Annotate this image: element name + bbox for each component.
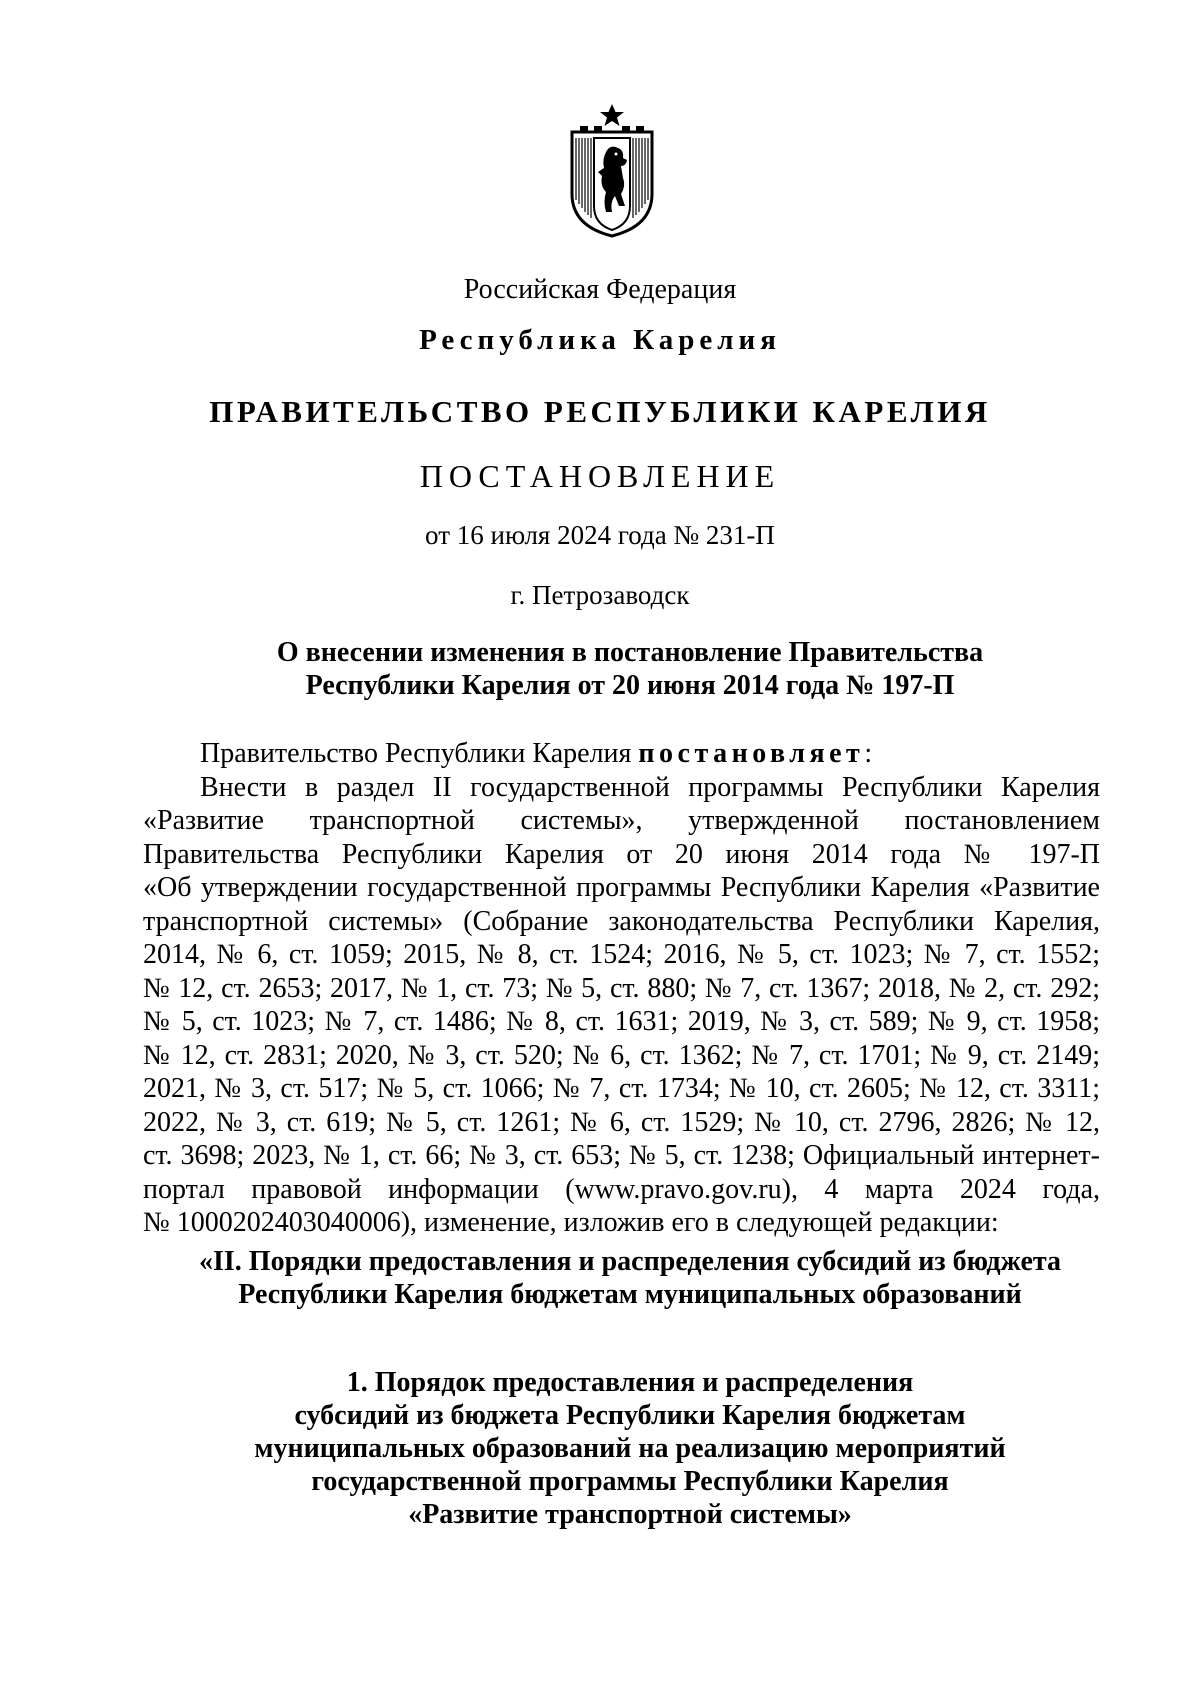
body-line: «Об утверждении государственной программы Республики Карелия «Развитие <box>143 872 1100 903</box>
body-line: № 12, ст. 2653; 2017, № 1, ст. 73; № 5, ст. 880; № 7, ст. 1367; 2018, № 2, ст. 292; <box>143 972 1100 1004</box>
preamble <box>143 737 1100 771</box>
country-name: Российская Федерация <box>463 274 737 305</box>
section-heading-line: «II. Порядки предоставления и распределения субсидий из бюджета <box>199 1246 1061 1277</box>
subsection-heading-line: 1. Порядок предоставления и распределения <box>346 1367 914 1398</box>
body-line: Правительства Республики Карелия от 20 июня 2014 года № 197-П <box>143 838 1100 870</box>
subsection-heading-line: субсидий из бюджета Республики Карелия бюджетам <box>294 1400 966 1431</box>
document-date-number: от 16 июля 2024 года № 231-П <box>425 520 775 550</box>
document-title <box>160 636 1100 702</box>
title-line: О внесении изменения в постановление Правительства <box>276 637 984 668</box>
body-line: портал правовой информации (www.pravo.gov.ru), 4 марта 2024 года, <box>143 1173 1100 1205</box>
preamble-emphasis: постановляет <box>638 738 865 769</box>
subsection-heading-line: муниципальных образований на реализацию мероприятий <box>254 1433 1006 1464</box>
preamble-lead: Правительство Республики Карелия <box>200 738 639 769</box>
body-line: 2021, № 3, ст. 517; № 5, ст. 1066; № 7, ст. 1734; № 10, ст. 2605; № 12, ст. 3311; <box>143 1073 1100 1104</box>
body-line: ст. 3698; 2023, № 1, ст. 66; № 3, ст. 653; № 5, ст. 1238; Официальный интернет- <box>143 1140 1100 1171</box>
body-line: транспортной системы» (Собрание законодательства Республики Карелия, <box>143 905 1100 937</box>
body-line: № 12, ст. 2831; 2020, № 3, ст. 520; № 6, ст. 1362; № 7, ст. 1701; № 9, ст. 2149; <box>143 1039 1100 1071</box>
subsection-heading <box>160 1366 1100 1531</box>
preamble-tail: : <box>864 738 873 769</box>
subsection-heading-line: государственной программы Республики Карелия <box>311 1466 949 1497</box>
section-heading <box>160 1245 1100 1311</box>
document-city: г. Петрозаводск <box>510 580 690 610</box>
body-line: 2014, № 6, ст. 1059; 2015, № 8, ст. 1524; 2016, № 5, ст. 1023; № 7, ст. 1552; <box>143 939 1100 970</box>
republic-name: Республика Карелия <box>419 324 781 356</box>
body-line: Внести в раздел II государственной программы Республики Карелия <box>200 771 1100 803</box>
subsection-heading-line: «Развитие транспортной системы» <box>408 1499 852 1530</box>
document-body <box>143 737 1100 1240</box>
body-line: «Развитие транспортной системы», утвержденной постановлением <box>143 805 1100 836</box>
coat-of-arms-icon <box>566 102 658 238</box>
section-heading-line: Республики Карелия бюджетам муниципальных образований <box>238 1279 1022 1310</box>
body-line: № 1000202403040006), изменение, изложив его в следующей редакции: <box>143 1207 999 1238</box>
body-line: № 5, ст. 1023; № 7, ст. 1486; № 8, ст. 1631; 2019, № 3, ст. 589; № 9, ст. 1958; <box>143 1006 1100 1037</box>
document-type: ПОСТАНОВЛЕНИЕ <box>419 458 781 494</box>
government-name: ПРАВИТЕЛЬСТВО РЕСПУБЛИКИ КАРЕЛИЯ <box>209 394 991 429</box>
title-line: Республики Карелия от 20 июня 2014 года № 197-П <box>305 670 955 701</box>
body-line: 2022, № 3, ст. 619; № 5, ст. 1261; № 6, ст. 1529; № 10, ст. 2796, 2826; № 12, <box>143 1106 1100 1138</box>
